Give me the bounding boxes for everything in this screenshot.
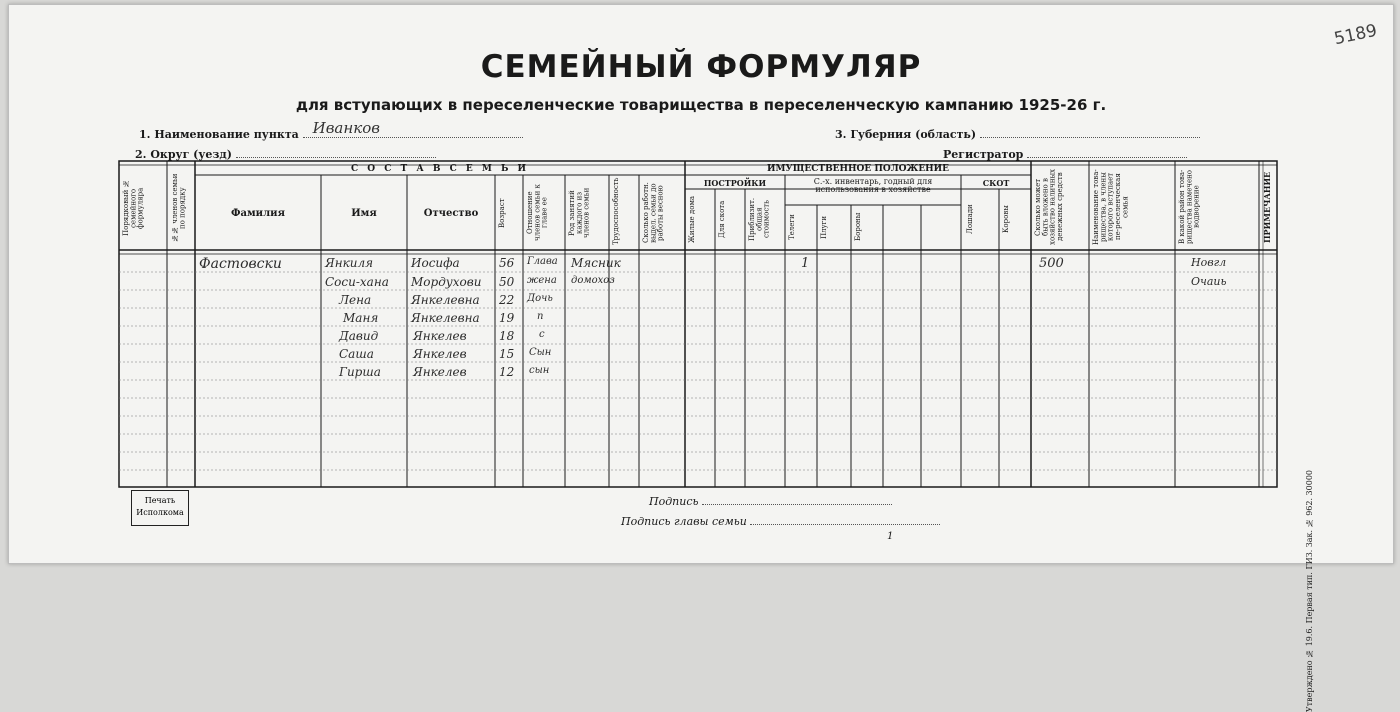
form-sheet: [8, 4, 1394, 712]
gubernia-label: 3. Губерния (область): [835, 128, 977, 141]
header-livestock: СКОТ: [982, 178, 1010, 188]
signature-label: Подпись: [649, 495, 699, 508]
header-cash: Сколько может быть вложено в хозяйство наличных денежных средств: [1034, 169, 1065, 245]
header-relation: Отношение членов семьи к главе ее: [526, 184, 549, 242]
page-subtitle: для вступающих в переселенческие товарищества в переселенческую кампанию 1925-26 г.: [295, 96, 1107, 114]
stamp-box: [131, 490, 189, 526]
header-horses: Лошади: [966, 204, 974, 234]
cell-age: 18: [499, 329, 515, 343]
punkt-label: 1. Наименование пункта: [139, 128, 299, 141]
header-ability: Трудоспособность: [612, 177, 620, 245]
cell-age: 56: [499, 256, 515, 270]
page-title: СЕМЕЙНЫЙ ФОРМУЛЯР: [480, 49, 922, 85]
head-signature-line: [750, 514, 940, 525]
cell-age: 19: [499, 311, 515, 325]
header-ploughs: Плуги: [820, 215, 828, 239]
cell-relation: сын: [529, 365, 550, 376]
cell-occupation: Мясник: [571, 256, 621, 270]
signature-field: [649, 494, 892, 508]
form-grid: [9, 5, 1393, 563]
header-carts: Телеги: [788, 214, 796, 240]
punkt-value: Иванков: [312, 119, 380, 137]
header-approx-value: Приблизит. общая стоимость: [748, 197, 771, 241]
cell-name: Саша: [339, 347, 374, 361]
corner-number: 5189: [1332, 20, 1379, 50]
cell-age: 15: [499, 347, 515, 361]
cell-relation: с: [539, 329, 545, 340]
registrator-label: Регистратор: [943, 148, 1024, 161]
cell-occupation: домохоз: [571, 275, 615, 286]
cell-patronymic: Янкелев: [413, 347, 467, 361]
cell-relation: п: [537, 311, 544, 322]
header-harrows: Бороны: [854, 212, 862, 242]
header-surname: Фамилия: [231, 208, 285, 219]
header-cows: Коровы: [1002, 205, 1010, 233]
header-district: В какой район това-рищества намечено водворение: [1178, 169, 1201, 245]
header-houses: Жилые дома: [688, 195, 696, 243]
cell-age: 12: [499, 365, 515, 379]
cell-patronymic: Мордухови: [411, 275, 482, 289]
header-patronymic: Отчество: [423, 208, 479, 219]
header-partnership: Наименование това-рищества, в члены которого вступает пе-реселенческая семья: [1092, 169, 1130, 245]
cell-name: Давид: [339, 329, 379, 343]
header-member-number: №№ членов семьи по порядку: [171, 173, 187, 243]
page-mark: 1: [887, 531, 894, 542]
cell-age: 50: [499, 275, 515, 289]
cell-patronymic: Янкелев: [413, 365, 467, 379]
cell-patronymic: Янкелевна: [411, 311, 480, 325]
cell-patronymic: Янкелев: [413, 329, 467, 343]
okrug-label: 2. Округ (уезд): [135, 148, 232, 161]
cell-district: Очаиь: [1191, 275, 1227, 288]
cell-relation: жена: [527, 275, 557, 286]
cell-patronymic: Янкелевна: [411, 293, 480, 307]
header-name: Имя: [351, 208, 377, 219]
cell-relation: Дочь: [527, 293, 553, 304]
header-property-group: ИМУЩЕСТВЕННОЕ ПОЛОЖЕНИЕ: [766, 164, 950, 174]
header-inventory: С.-х. инвентарь, годный для использования в хозяйстве: [813, 177, 933, 195]
header-remarks: ПРИМЕЧАНИЕ: [1262, 171, 1272, 243]
head-signature-label: Подпись главы семьи: [621, 515, 747, 528]
header-occupation: Род занятий каждого из членов семьи: [568, 187, 591, 239]
head-signature-field: [621, 514, 940, 528]
header-cattle-sheds: Для скота: [718, 200, 726, 238]
cell-patronymic: Иосифа: [411, 256, 460, 270]
header-age: Возраст: [498, 198, 506, 228]
header-buildings: ПОСТРОЙКИ: [703, 178, 767, 188]
cell-relation: Сын: [529, 347, 552, 358]
cell-name: Маня: [343, 311, 379, 325]
cell-surname: Фастовски: [199, 256, 282, 272]
printer-note: Утверждено № 19.6. Первая тип. ГИЗ. Зак. № 962. 30000: [1305, 470, 1314, 712]
header-family-group: С О С Т А В С Е М Ь И: [350, 164, 530, 174]
cell-name: Лена: [339, 293, 372, 307]
stamp-label: Печать Исполкома: [136, 496, 184, 517]
cell-age: 22: [499, 293, 515, 307]
header-form-number: Порядковый № семейного формуляра: [122, 179, 145, 237]
cell-relation: Глава: [527, 256, 558, 267]
header-workers: Сколько работн. выдел. семьи до работы весною: [642, 182, 665, 244]
cell-name: Соси-хана: [325, 275, 389, 289]
cell-cash: 500: [1039, 256, 1064, 271]
signature-line: [702, 494, 892, 505]
cell-district: Новгл: [1191, 256, 1227, 269]
cell-name: Янкиля: [325, 256, 374, 270]
cell-name: Гирша: [339, 365, 381, 379]
cell-carts: 1: [801, 256, 810, 271]
